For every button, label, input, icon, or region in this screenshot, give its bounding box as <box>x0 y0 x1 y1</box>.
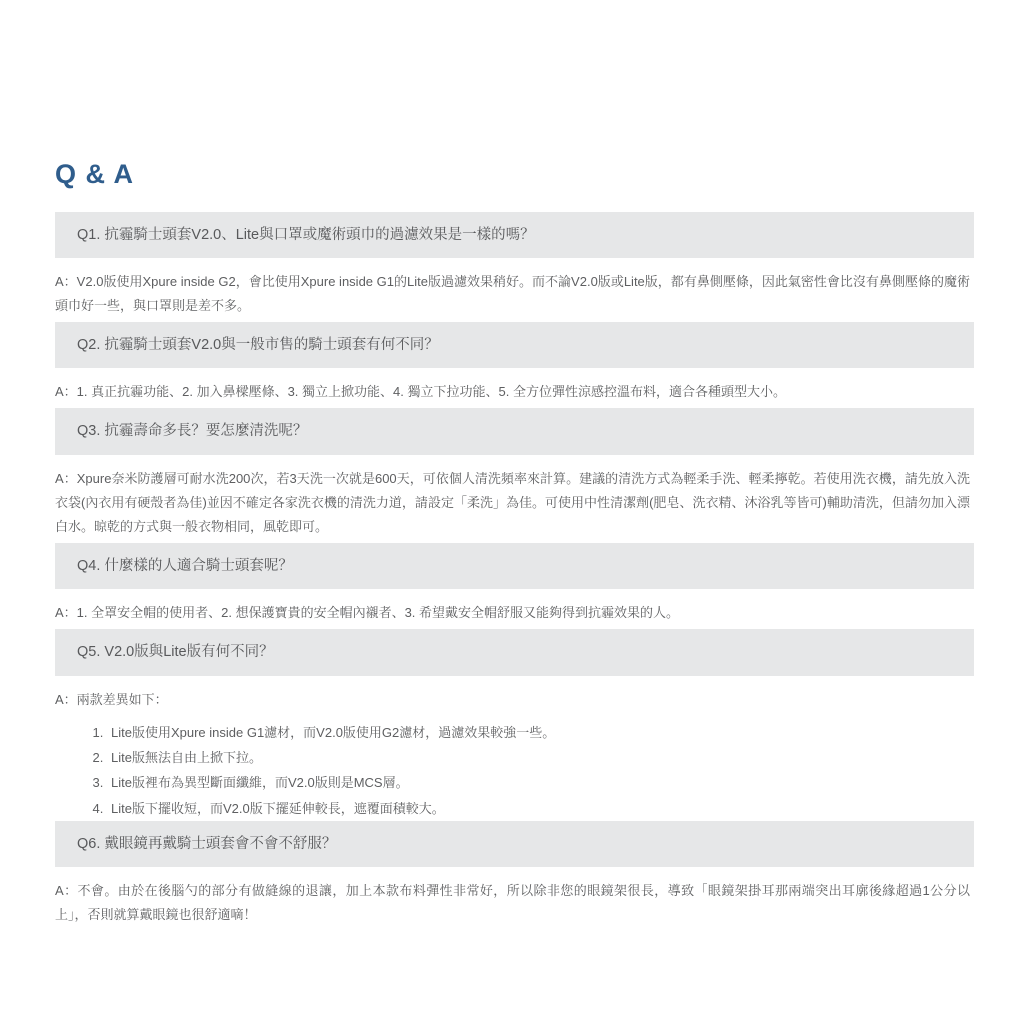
answer-text: A：兩款差異如下： <box>55 691 168 707</box>
qa-item <box>55 629 974 821</box>
list-item: 2. Lite版無法自由上掀下拉。 <box>107 745 974 770</box>
question-bar: Q6. 戴眼鏡再戴騎士頭套會不會不舒服？ <box>55 821 974 867</box>
qa-item <box>55 212 974 322</box>
question-bar: Q4. 什麼樣的人適合騎士頭套呢？ <box>55 543 974 589</box>
list-item: 1. Lite版使用Xpure inside G1濾材，而V2.0版使用G2濾材，過濾效果較強一些。 <box>107 720 974 745</box>
list-item: 3. Lite版裡布為異型斷面纖維，而V2.0版則是MCS層。 <box>107 770 974 795</box>
question-bar: Q5. V2.0版與Lite版有何不同？ <box>55 629 974 675</box>
question-bar: Q2. 抗霾騎士頭套V2.0與一般市售的騎士頭套有何不同？ <box>55 322 974 368</box>
answer-text: A：V2.0版使用Xpure inside G2，會比使用Xpure inside G1的Lite版過濾效果稍好。而不論V2.0版或Lite版，都有鼻側壓條，因此氣密性會比沒有鼻側壓條的魔術頭巾好一些，與口罩則是差不多。 <box>55 273 970 314</box>
qa-item <box>55 543 974 629</box>
qa-item <box>55 408 974 542</box>
qa-item <box>55 322 974 408</box>
page-title: Q & A <box>55 159 134 189</box>
question-bar: Q1. 抗霾騎士頭套V2.0、Lite與口罩或魔術頭巾的過濾效果是一樣的嗎？ <box>55 212 974 258</box>
answer-list <box>55 720 974 821</box>
question-bar: Q3. 抗霾壽命多長？要怎麼清洗呢？ <box>55 408 974 454</box>
qa-item <box>55 821 974 931</box>
answer-text: A：1. 全罩安全帽的使用者、2. 想保護寶貴的安全帽內襯者、3. 希望戴安全帽舒服又能夠得到抗霾效果的人。 <box>55 605 680 621</box>
answer-text: A：1. 真正抗霾功能、2. 加入鼻樑壓條、3. 獨立上掀功能、4. 獨立下拉功能、5. 全方位彈性涼感控溫布料，適合各種頭型大小。 <box>55 384 786 400</box>
answer-text: A：Xpure奈米防護層可耐水洗200次，若3天洗一次就是600天，可依個人清洗頻率來計算。建議的清洗方式為輕柔手洗、輕柔擰乾。若使用洗衣機，請先放入洗衣袋(內衣用有硬殼者為佳)並因不確定各家洗衣機的清洗力道，請設定「柔洗」為佳。可使用中性清潔劑(肥皂、洗衣精、沐浴乳等皆可)輔助清洗，但請勿加入漂白水。晾乾的方式與一般衣物相同，風乾即可。 <box>55 470 970 534</box>
answer-text: A：不會。由於在後腦勺的部分有做縫線的退讓，加上本款布料彈性非常好，所以除非您的眼鏡架很長，導致「眼鏡架掛耳那兩端突出耳廓後緣超過1公分以上」，否則就算戴眼鏡也很舒適嘀！ <box>55 883 970 923</box>
list-item: 4. Lite版下擺收短，而V2.0版下擺延伸較長，遮覆面積較大。 <box>107 796 974 821</box>
